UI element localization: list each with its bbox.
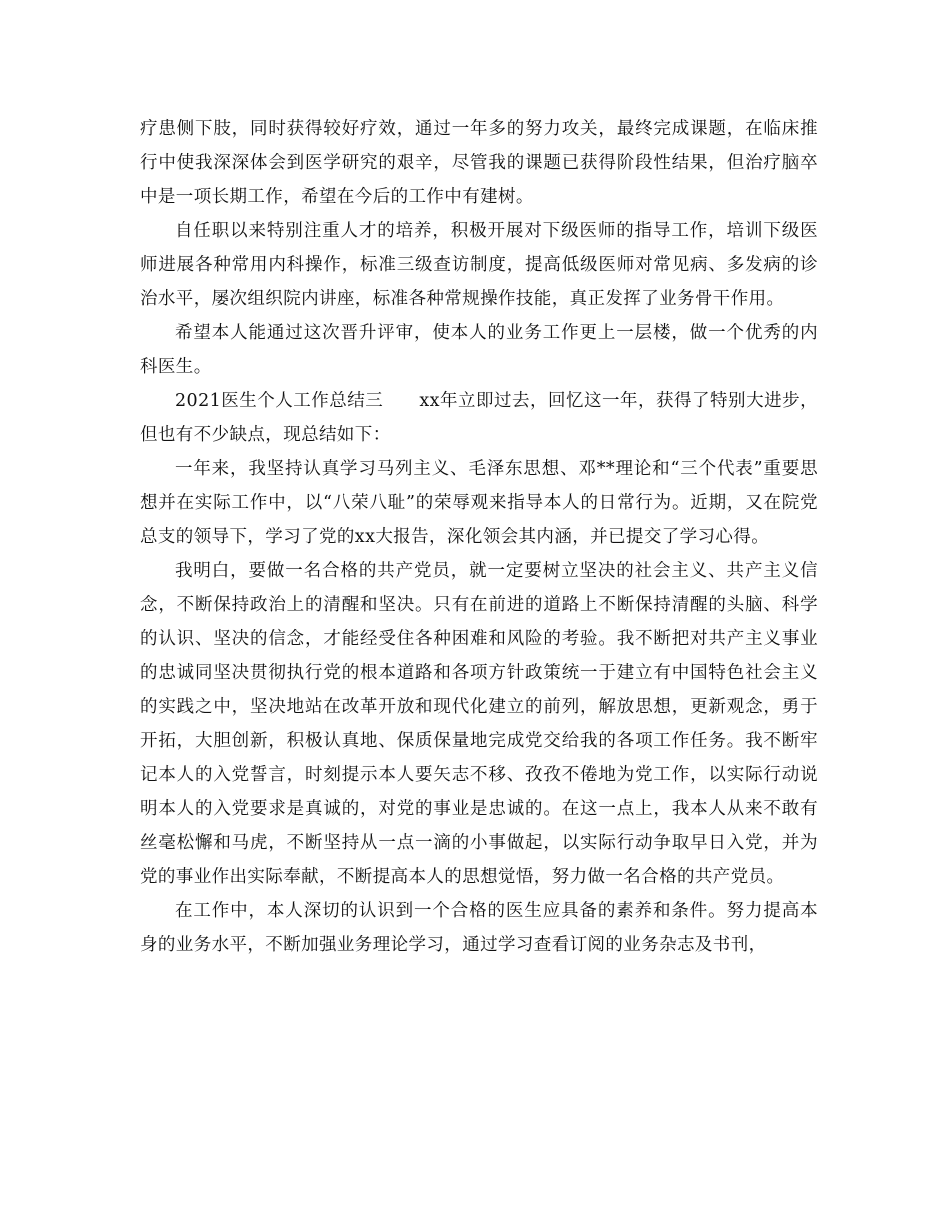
paragraph-3: 希望本人能通过这次晋升评审，使本人的业务工作更上一层楼，做一个优秀的内科医生。	[140, 323, 818, 377]
paragraph-7: 在工作中，本人深切的认识到一个合格的医生应具备的素养和条件。努力提高本身的业务水平，不断加强业务理论学习，通过学习查看订阅的业务杂志及书刊，	[140, 901, 818, 955]
paragraph-1: 疗患侧下肢，同时获得较好疗效，通过一年多的努力攻关，最终完成课题，在临床推行中使我深深体会到医学研究的艰辛，尽管我的课题已获得阶段性结果，但治疗脑卒中是一项长期工作，希望在今后的工作中有建树。	[140, 119, 818, 207]
paragraph-4: 2021医生个人工作总结三 xx年立即过去，回忆这一年，获得了特别大进步，但也有不少缺点，现总结如下：	[140, 391, 818, 445]
paragraph-2: 自任职以来特别注重人才的培养，积极开展对下级医师的指导工作，培训下级医师进展各种常用内科操作，标准三级查访制度，提高低级医师对常见病、多发病的诊治水平，屡次组织院内讲座，标准各种常规操作技能，真正发挥了业务骨干作用。	[140, 221, 818, 309]
paragraph-6: 我明白，要做一名合格的共产党员，就一定要树立坚决的社会主义、共产主义信念，不断保持政治上的清醒和坚决。只有在前进的道路上不断保持清醒的头脑、科学的认识、坚决的信念，才能经受住各种困难和风险的考验。我不断把对共产主义事业的忠诚同坚决贯彻执行党的根本道路和各项方针政策统一于建立有中国特色社会主义的实践之中，坚决地站在改革开放和现代化建立的前列，解放思想，更新观念，勇于开拓，大胆创新，积极认真地、保质保量地完成党交给我的各项工作任务。我不断牢记本人的入党誓言，时刻提示本人要矢志不移、孜孜不倦地为党工作，以实际行动说明本人的入党要求是真诚的，对党的事业是忠诚的。在这一点上，我本人从来不敢有丝毫松懈和马虎，不断坚持从一点一滴的小事做起，以实际行动争取早日入党，并为党的事业作出实际奉献，不断提高本人的思想觉悟，努力做一名合格的共产党员。	[140, 561, 818, 887]
paragraph-5: 一年来，我坚持认真学习马列主义、毛泽东思想、邓**理论和“三个代表”重要思想并在实际工作中，以“八荣八耻”的荣辱观来指导本人的日常行为。近期，又在院党总支的领导下，学习了党的xx大报告，深化领会其内涵，并已提交了学习心得。	[140, 459, 818, 547]
document-page	[140, 112, 818, 962]
